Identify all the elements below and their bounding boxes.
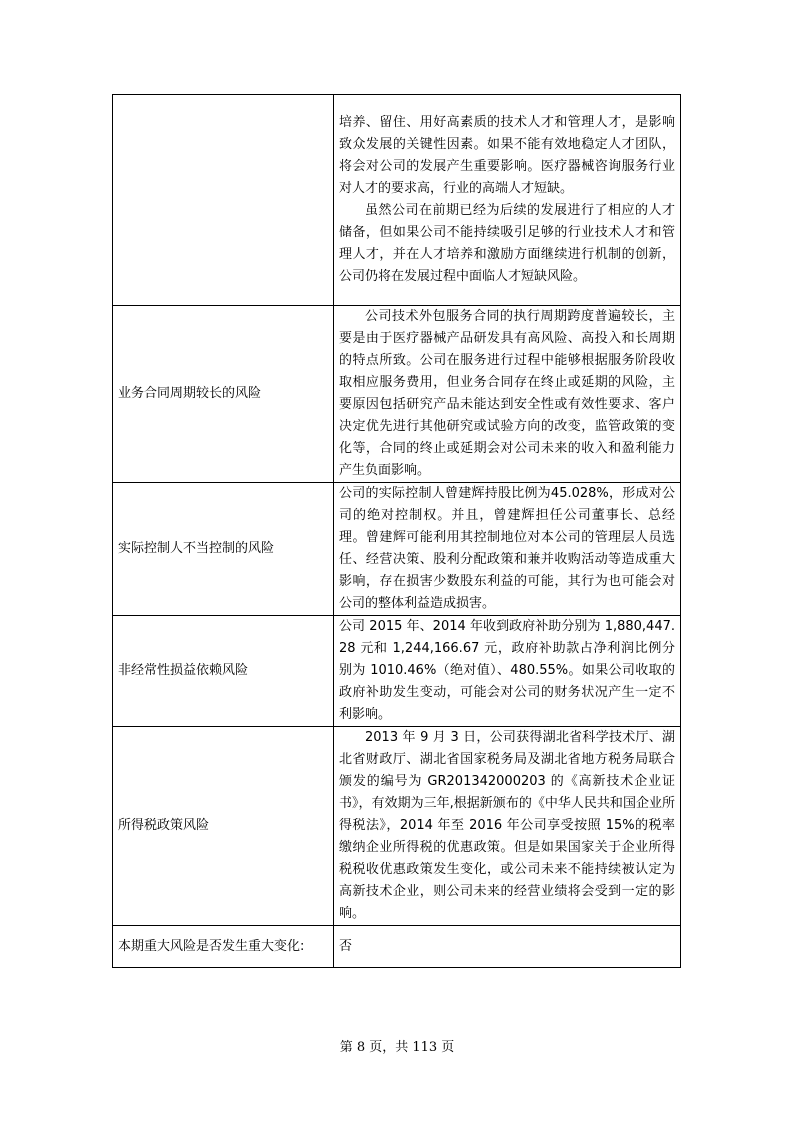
table-row [113, 616, 681, 727]
table-row [113, 483, 681, 616]
table-row [113, 95, 681, 306]
risk-paragraph: 培养、留住、用好高素质的技术人才和管理人才，是影响致众发展的关键性因素。如果不能有效地稳定人才团队，将会对公司的发展产生重要影响。医疗器械咨询服务行业对人才的要求高，行业的高端人才短缺。 [339, 115, 675, 196]
risk-paragraph: 2013 年 9 月 3 日，公司获得湖北省科学技术厅、湖北省财政厅、湖北省国家税务局及湖北省地方税务局联合颁发的编号为 GR201342000203 的《高新技术企业证书》，有效期为三年,根据新颁布的《中华人民共和国企业所得税法》，2014 年至 2016 年公司享受按照 15%的税率缴纳企业所得税的优惠政策。但是如果国家关于企业所得税税收优惠政策发生变化，或公司未来不能持续被认定为高新技术企业，则公司未来的经营业绩将会受到一定的影响。 [339, 730, 675, 921]
risk-label-cell [113, 95, 334, 306]
summary-label-cell: 本期重大风险是否发生重大变化: [113, 926, 334, 968]
risk-description-cell [334, 727, 681, 926]
risk-description-cell [334, 483, 681, 616]
table-row [113, 306, 681, 483]
risk-label-cell: 非经常性损益依赖风险 [113, 616, 334, 727]
table-row [113, 926, 681, 968]
risk-label-cell: 实际控制人不当控制的风险 [113, 483, 334, 616]
summary-value-cell: 否 [334, 926, 681, 968]
risk-description-cell [334, 95, 681, 306]
table-row [113, 727, 681, 926]
risk-table [112, 94, 681, 968]
risk-paragraph: 虽然公司在前期已经为后续的发展进行了相应的人才储备，但如果公司不能持续吸引足够的行业技术人才和管理人才，并在人才培养和激励方面继续进行机制的创新，公司仍将在发展过程中面临人才短缺风险。 [339, 203, 675, 284]
page-footer: 第 8 页，共 113 页 [339, 1040, 455, 1055]
risk-description-cell [334, 616, 681, 727]
risk-paragraph: 公司的实际控制人曾建辉持股比例为45.028%，形成对公司的绝对控制权。并且，曾建辉担任公司董事长、总经理。曾建辉可能利用其控制地位对本公司的管理层人员选任、经营决策、股利分配政策和兼并收购活动等造成重大影响，存在损害少数股东利益的可能，其行为也可能会对公司的整体利益造成损害。 [339, 486, 675, 611]
risk-paragraph: 公司 2015 年、2014 年收到政府补助分别为 1,880,447.28 元和 1,244,166.67 元，政府补助款占净利润比例分别为 1010.46%（绝对值）、480.55%。如果公司收取的政府补助发生变动，可能会对公司的财务状况产生一定不利影响。 [339, 619, 675, 722]
risk-label-cell: 业务合同周期较长的风险 [113, 306, 334, 483]
risk-description-cell [334, 306, 681, 483]
risk-paragraph: 公司技术外包服务合同的执行周期跨度普遍较长，主要是由于医疗器械产品研发具有高风险、高投入和长周期的特点所致。公司在服务进行过程中能够根据服务阶段收取相应服务费用，但业务合同存在终止或延期的风险，主要原因包括研究产品未能达到安全性或有效性要求、客户决定优先进行其他研究或试验方向的改变，监管政策的变化等，合同的终止或延期会对公司未来的收入和盈利能力产生负面影响。 [339, 309, 675, 478]
risk-label-cell: 所得税政策风险 [113, 727, 334, 926]
